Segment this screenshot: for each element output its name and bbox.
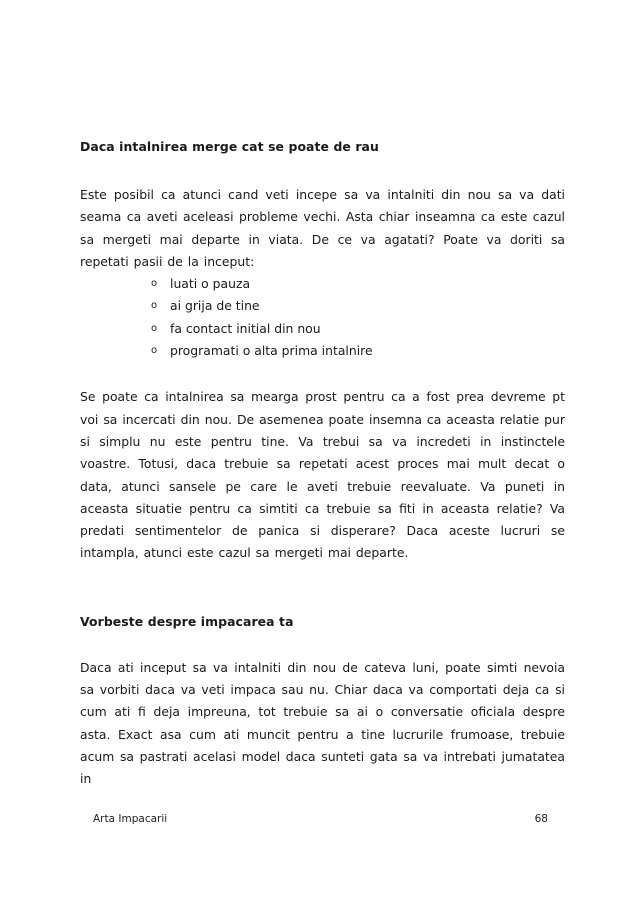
footer-page-number: 68 bbox=[534, 813, 548, 825]
list-item bbox=[151, 295, 565, 317]
paragraph-intro: Este posibil ca atunci cand veti incepe sa va intalniti din nou sa va dati seama ca aveti aceleasi probleme vechi. Asta chiar inseamna ca este cazul sa mergeti mai departe in viata. De ce va agatati? Poate va doriti sa repetati pasii de la inceput: bbox=[80, 187, 565, 269]
circle-bullet-icon: o bbox=[151, 300, 158, 312]
section-heading-impacare: Vorbeste despre impacarea ta bbox=[80, 613, 294, 629]
list-item-text: fa contact initial din nou bbox=[170, 320, 321, 336]
footer-book-title: Arta Impacarii bbox=[93, 813, 168, 825]
paragraph-body-2: Daca ati inceput sa va intalniti din nou de cateva luni, poate simti nevoia sa vorbiti daca va veti impaca sau nu. Chiar daca va comportati deja ca si cum ati fi deja impreuna, tot trebuie sa ai o conversatie oficiala despre asta. Exact asa cum ati muncit pentru a tine lucrurile frumoase, trebuie acum sa pastrati acelasi model daca sunteti gata sa va intrebati jumatatea in bbox=[80, 659, 565, 787]
circle-bullet-icon: o bbox=[151, 278, 158, 290]
circle-bullet-icon: o bbox=[151, 345, 158, 357]
list-item-text: programati o alta prima intalnire bbox=[170, 343, 373, 359]
list-item-text: luati o pauza bbox=[170, 276, 251, 292]
page-content bbox=[80, 136, 565, 791]
bullet-list bbox=[80, 273, 565, 362]
paragraph-body-1: Se poate ca intalnirea sa mearga prost pentru ca a fost prea devreme pt voi sa incercati din nou. De asemenea poate insemna ca aceasta relatie pur si simplu nu este pentru tine. Va trebui sa va incredeti in instinctele voastre. Totusi, daca trebuie sa repetati acest proces mai mult decat o data, atunci sansele pe care le aveti trebuie reevaluate. Va puneti in aceasta situatie pentru ca simtiti ca trebuie sa fiti in aceasta relatie? Va predati sentimentelor de panica si disperare? Daca aceste lucruri se intampla, atunci este cazul sa mergeti mai departe. bbox=[80, 389, 565, 561]
circle-bullet-icon: o bbox=[151, 322, 158, 334]
list-item bbox=[151, 318, 565, 340]
section-heading-rau: Daca intalnirea merge cat se poate de rau bbox=[80, 139, 379, 154]
page-footer bbox=[93, 813, 548, 825]
list-item bbox=[151, 273, 565, 295]
list-item bbox=[151, 340, 565, 362]
list-item-text: ai grija de tine bbox=[170, 298, 260, 314]
